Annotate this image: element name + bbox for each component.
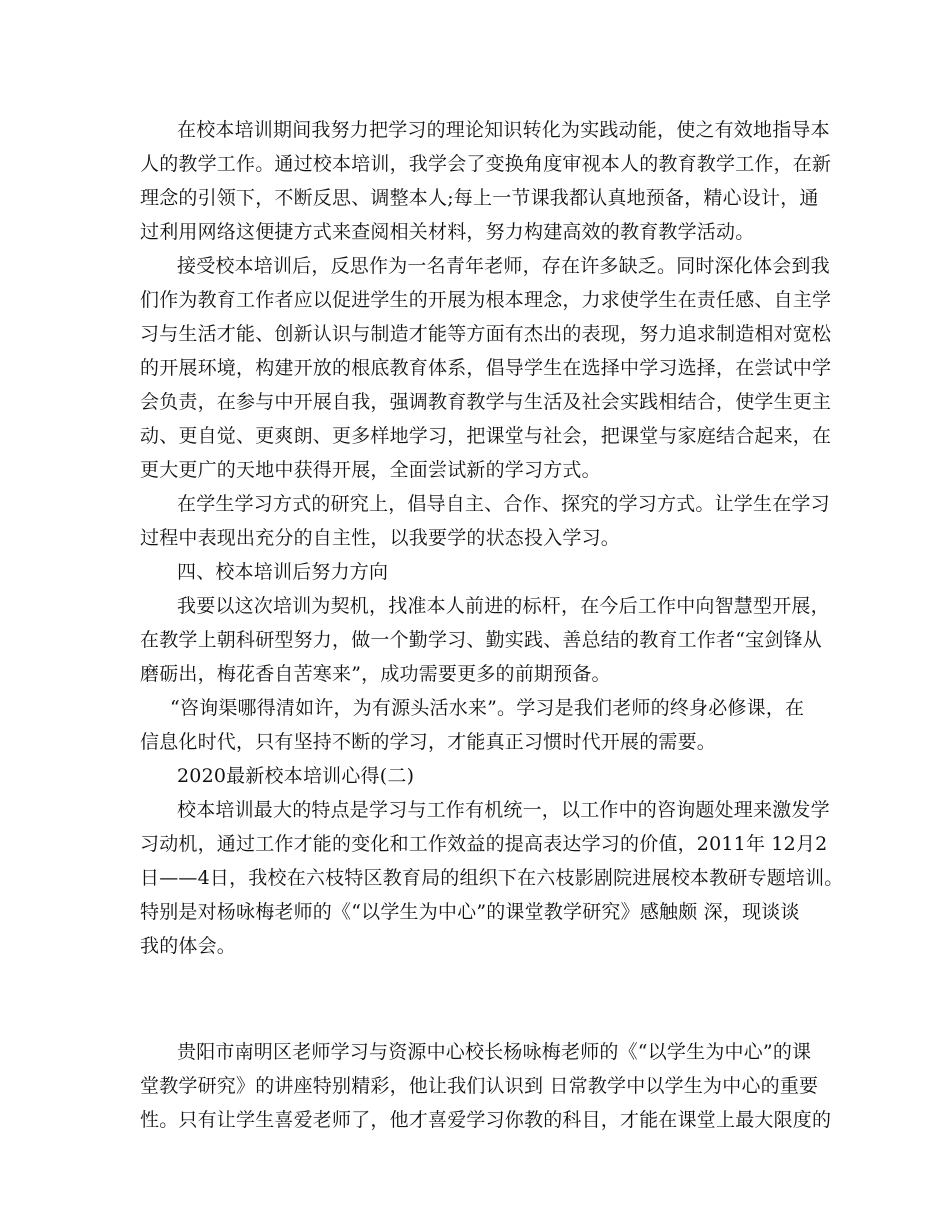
paragraph-line: 理念的引领下，不断反思、调整本人;每上一节课我都认真地预备，精心设计，通 (140, 187, 819, 209)
paragraph-line: 我要以这次培训为契机，找准本人前进的标杆，在今后工作中向智慧型开展， (177, 595, 830, 617)
paragraph-line: 过利用网络这便捷方式来查阅相关材料，努力构建高效的教育教学活动。 (140, 221, 755, 243)
section-heading: 2020最新校本培训心得(二) (177, 765, 415, 787)
paragraph-line: 日——4日，我校在六枝特区教育局的组织下在六枝影剧院进展校本教研专题培训。 (140, 867, 844, 889)
text-block-2 (140, 1035, 832, 1137)
paragraph-line: 我的体会。 (140, 935, 237, 957)
paragraph-line: 动、更自觉、更爽朗、更多样地学习，把课堂与社会，把课堂与家庭结合起来，在 (140, 425, 832, 447)
paragraph-line: 堂教学研究》的讲座特别精彩，他让我们认识到 日常教学中以学生为中心的重要 (140, 1075, 819, 1097)
paragraph-line: 会负责，在参与中开展自我，强调教育教学与生活及社会实践相结合，使学生更主 (140, 391, 832, 413)
paragraph-line: 贵阳市南明区老师学习与资源中心校长杨咏梅老师的《“以学生为中心”的课 (177, 1041, 812, 1063)
paragraph-line: 的开展环境，构建开放的根底教育体系，倡导学生在选择中学习选择，在尝试中学 (140, 357, 832, 379)
paragraph-line: 信息化时代，只有坚持不断的学习，才能真正习惯时代开展的需要。 (140, 731, 717, 753)
paragraph-line: 更大更广的天地中获得开展，全面尝试新的学习方式。 (140, 459, 601, 481)
paragraph-line: 磨砺出，梅花香自苦寒来”，成功需要更多的前期预备。 (140, 663, 611, 685)
text-block-1 (140, 113, 844, 963)
paragraph-line: 在校本培训期间我努力把学习的理论知识转化为实践动能，使之有效地指导本 (177, 119, 830, 141)
paragraph-line: 过程中表现出充分的自主性，以我要学的状态投入学习。 (140, 527, 621, 549)
paragraph-line: 接受校本培训后，反思作为一名青年老师，存在许多缺乏。同时深化体会到我 (177, 255, 830, 277)
paragraph-line: 习与生活才能、创新认识与制造才能等方面有杰出的表现，努力追求制造相对宽松 (140, 323, 832, 345)
paragraph-line: 在学生学习方式的研究上，倡导自主、合作、探究的学习方式。让学生在学习 (177, 493, 830, 515)
paragraph-line: “咨询渠哪得清如许，为有源头活水来”。学习是我们老师的终身必修课，在 (170, 697, 805, 719)
paragraph-line: 人的教学工作。通过校本培训，我学会了变换角度审视本人的教育教学工作，在新 (140, 153, 832, 175)
paragraph-line: 们作为教育工作者应以促进学生的开展为根本理念，力求使学生在责任感、自主学 (140, 289, 832, 311)
paragraph-line: 特别是对杨咏梅老师的《“以学生为中心”的课堂教学研究》感触颇 深，现谈谈 (140, 901, 800, 923)
paragraph-line: 习动机，通过工作才能的变化和工作效益的提高表达学习的价值，2011年 12月2 (140, 833, 828, 855)
paragraph-line: 在教学上朝科研型努力，做一个勤学习、勤实践、善总结的教育工作者“宝剑锋从 (140, 629, 822, 651)
section-heading: 四、校本培训后努力方向 (177, 561, 389, 583)
paragraph-line: 性。只有让学生喜爱老师了，他才喜爱学习你教的科目，才能在课堂上最大限度的 (140, 1109, 832, 1131)
paragraph-line: 校本培训最大的特点是学习与工作有机统一，以工作中的咨询题处理来激发学 (177, 799, 830, 821)
